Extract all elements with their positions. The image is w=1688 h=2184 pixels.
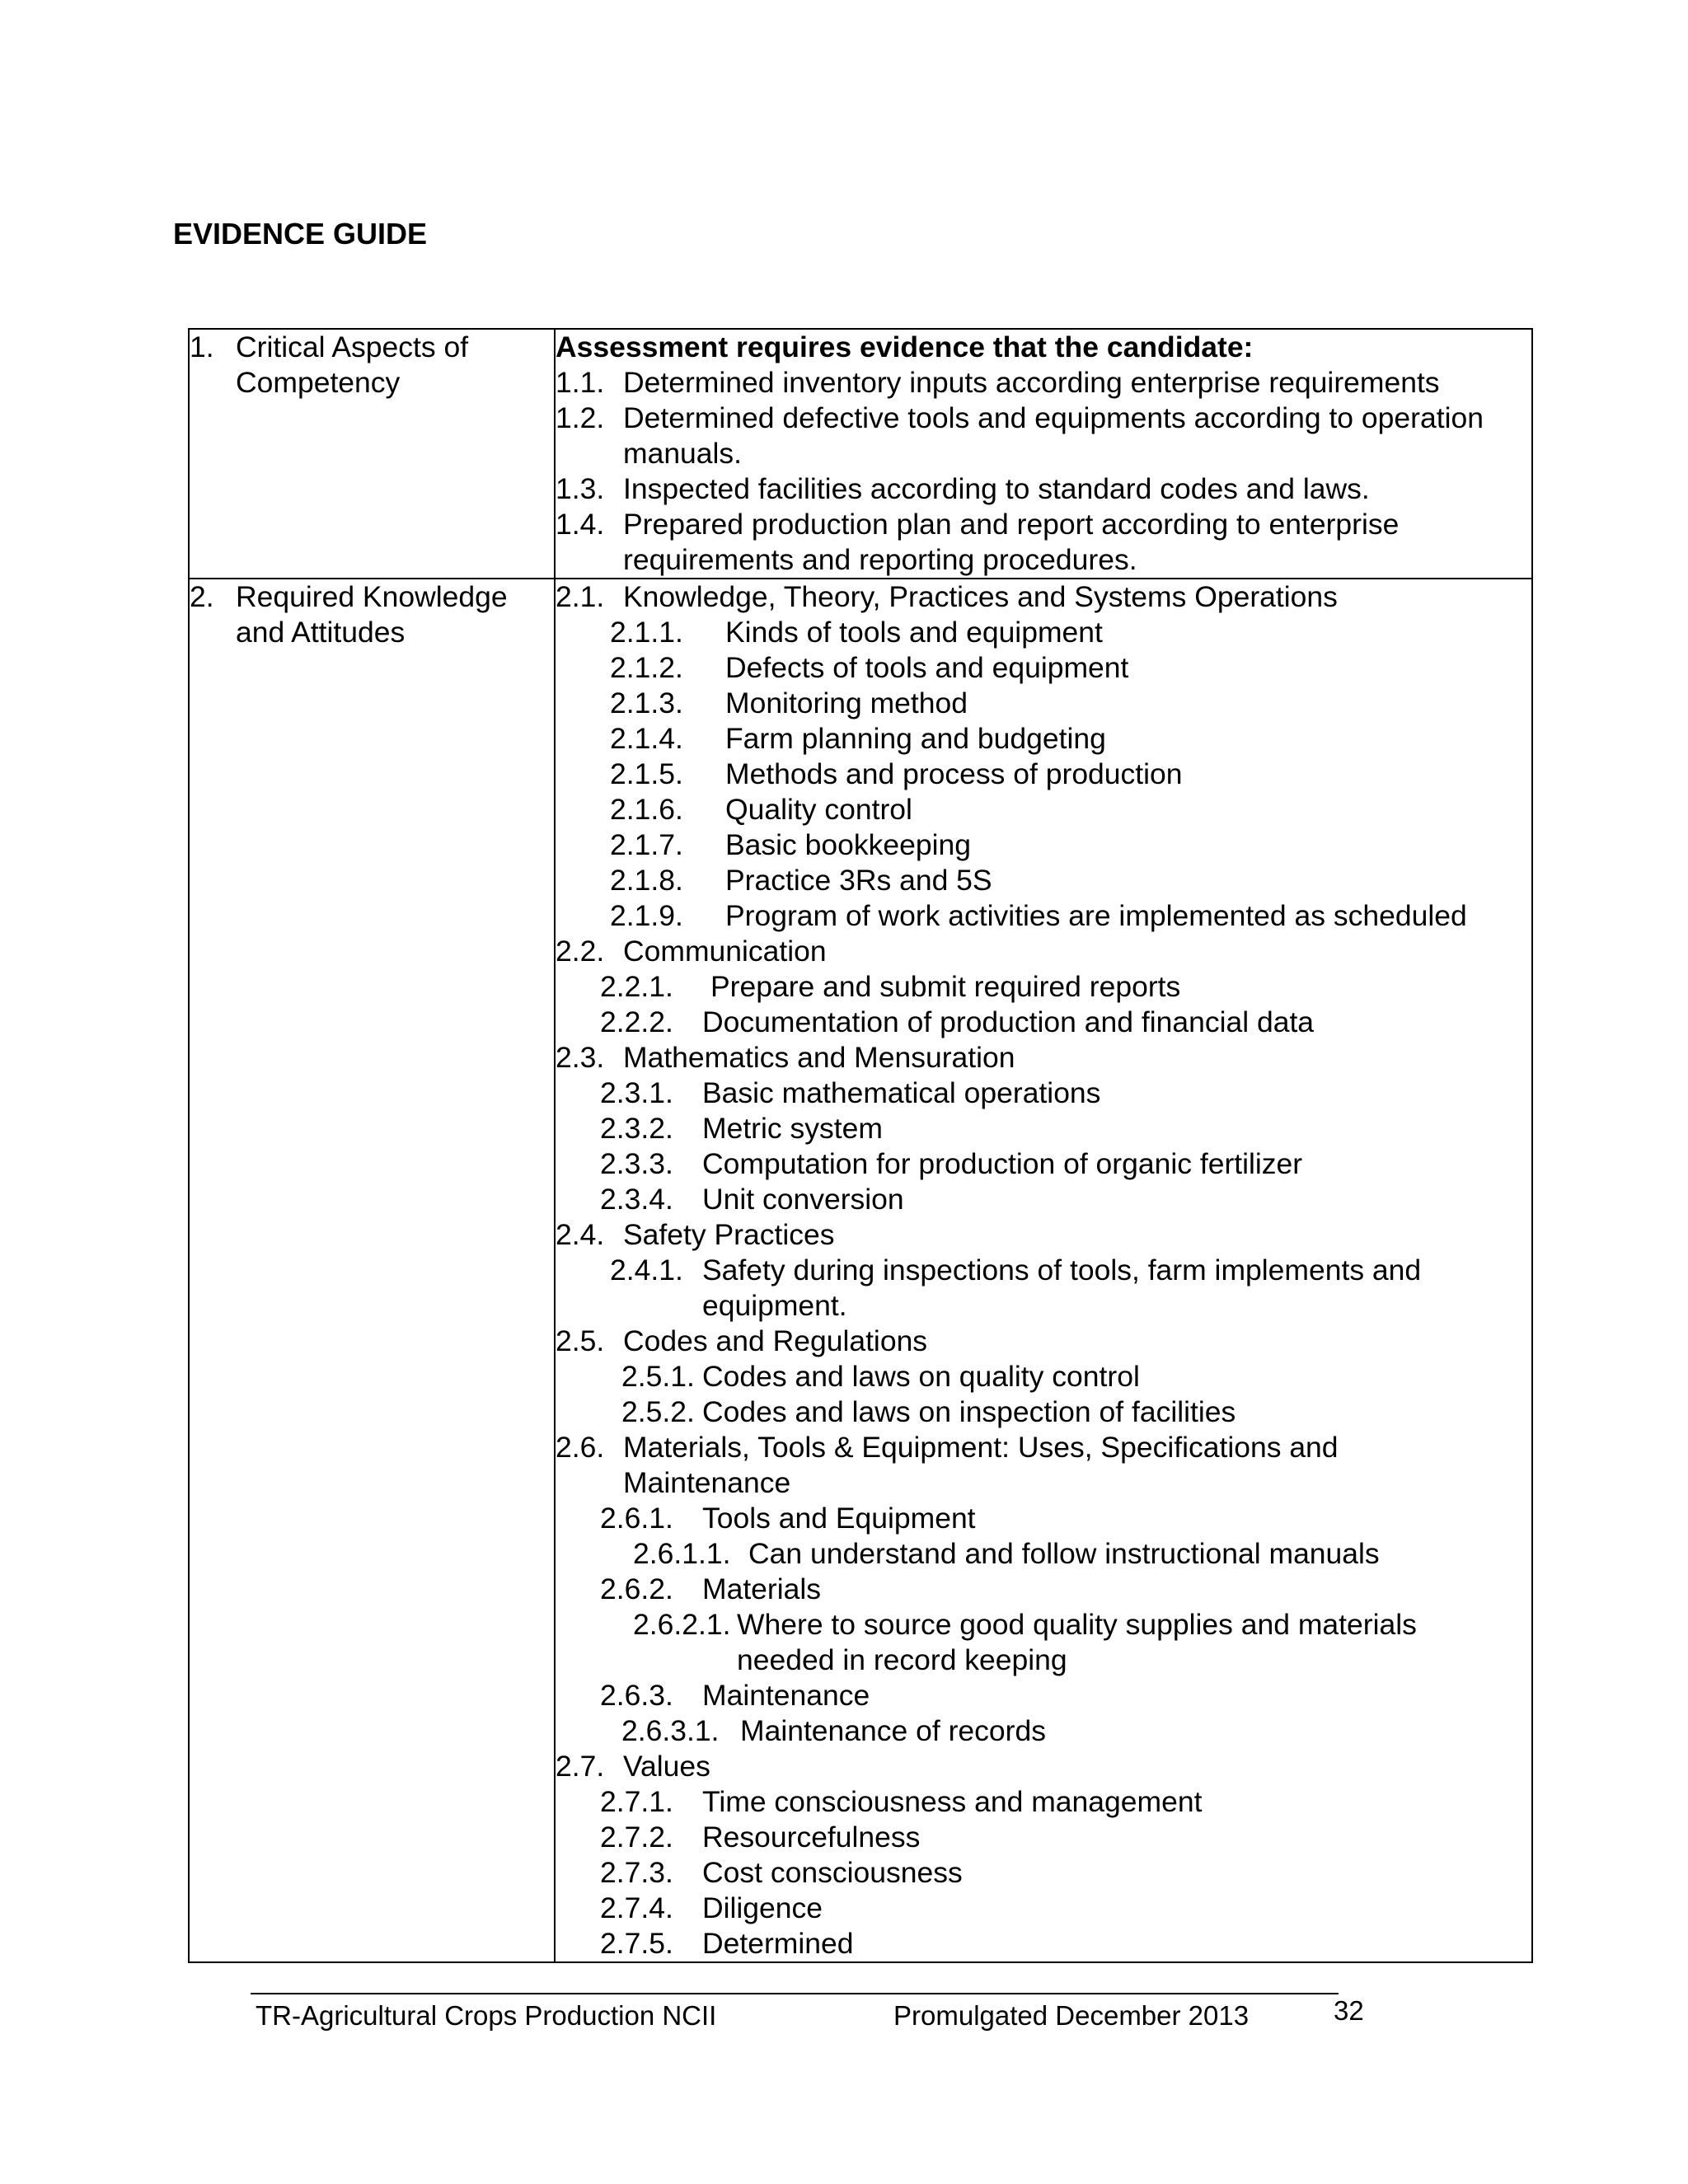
row-content-cell [555, 579, 1532, 1962]
list-item [556, 1678, 1531, 1713]
item-text: Communication [623, 935, 827, 968]
item-number: 2.6.1.1. [633, 1537, 731, 1570]
item-number: 2.7.4. [600, 1891, 673, 1924]
item-text: Where to source good quality supplies and materials needed in record keeping [737, 1608, 1417, 1676]
row-content-cell [555, 329, 1532, 579]
item-text: Tools and Equipment [702, 1502, 976, 1535]
item-text: Practice 3Rs and 5S [725, 864, 992, 897]
item-number: 2.2.2. [600, 1005, 673, 1038]
list-item [556, 1146, 1531, 1182]
item-number: 2.5. [556, 1324, 605, 1357]
list-item [556, 1891, 1531, 1926]
item-text: Can understand and follow instructional manuals [748, 1537, 1380, 1570]
item-text: Knowledge, Theory, Practices and Systems Operations [623, 580, 1338, 613]
list-item [556, 1713, 1531, 1749]
item-number: 2.4. [556, 1218, 605, 1251]
item-text: Basic bookkeeping [725, 828, 972, 861]
list-item [556, 863, 1531, 898]
list-item [556, 1536, 1531, 1572]
item-number: 2.3.2. [600, 1112, 673, 1145]
list-item [556, 507, 1531, 578]
item-text: Assessment requires evidence that the candidate: [556, 330, 1254, 363]
item-number: 2.1.2. [610, 651, 683, 684]
item-text: Unit conversion [702, 1183, 904, 1216]
list-item [556, 1005, 1531, 1040]
page-heading: EVIDENCE GUIDE [173, 217, 428, 251]
item-text: Basic mathematical operations [702, 1076, 1101, 1109]
item-number: 2.3. [556, 1041, 605, 1074]
list-item [556, 686, 1531, 721]
item-text: Materials [702, 1572, 822, 1605]
item-number: 2.6. [556, 1431, 605, 1464]
item-number: 2.7.2. [600, 1821, 673, 1854]
row-number: 2. [190, 580, 214, 613]
item-number: 2.2.1. [600, 970, 673, 1003]
row-label-cell [189, 579, 555, 1962]
item-text: Metric system [702, 1112, 883, 1145]
item-number: 1.4. [556, 508, 605, 541]
item-number: 2.4.1. [610, 1254, 683, 1286]
footer-document-title: TR-Agricultural Crops Production NCII [256, 2000, 717, 2031]
item-number: 2.3.3. [600, 1147, 673, 1180]
list-item [556, 1040, 1531, 1076]
table-row [189, 329, 1532, 579]
item-number: 2.7.3. [600, 1856, 673, 1889]
list-item [556, 1926, 1531, 1961]
item-number: 1.2. [556, 401, 605, 434]
list-item [556, 969, 1531, 1005]
item-text: Prepare and submit required reports [710, 970, 1181, 1003]
list-item [556, 579, 1531, 615]
item-number: 2.1. [556, 580, 605, 613]
row-number: 1. [190, 330, 214, 363]
list-item [556, 1820, 1531, 1855]
item-text: Materials, Tools & Equipment: Uses, Specifications and Maintenance [623, 1431, 1339, 1499]
item-text: Values [623, 1750, 710, 1783]
item-text: Maintenance [702, 1679, 870, 1712]
page-number: 32 [1334, 1995, 1364, 2026]
item-text: Determined inventory inputs according enterprise requirements [623, 366, 1440, 399]
list-item [556, 757, 1531, 792]
list-item [556, 827, 1531, 863]
item-text: Kinds of tools and equipment [725, 616, 1103, 649]
table-row [189, 579, 1532, 1962]
item-text: Quality control [725, 793, 912, 826]
item-number: 2.6.2. [600, 1572, 673, 1605]
list-item [556, 1430, 1531, 1501]
item-text: Prepared production plan and report according to enterprise requirements and reporting procedures. [623, 508, 1400, 576]
item-number: 2.6.1. [600, 1502, 673, 1535]
list-item [556, 1111, 1531, 1146]
list-item [556, 1182, 1531, 1217]
item-number: 2.6.3.1. [621, 1714, 720, 1747]
item-text: Methods and process of production [725, 757, 1183, 790]
item-number: 2.6.3. [600, 1679, 673, 1712]
list-item [556, 1855, 1531, 1891]
item-number: 2.1.7. [610, 828, 683, 861]
footer-promulgated: Promulgated December 2013 [893, 2000, 1250, 2031]
item-text: Safety Practices [623, 1218, 835, 1251]
list-item [556, 365, 1531, 401]
item-number: 2.5.1. [621, 1360, 695, 1393]
item-text: Determined defective tools and equipments according to operation manuals. [623, 401, 1484, 470]
list-item [556, 1217, 1531, 1253]
list-item [556, 1784, 1531, 1820]
list-item [556, 1253, 1531, 1324]
item-text: Program of work activities are implemented as scheduled [725, 899, 1467, 932]
list-item [556, 1749, 1531, 1784]
list-item [556, 650, 1531, 686]
item-text: Inspected facilities according to standard codes and laws. [623, 472, 1370, 505]
list-item [556, 1572, 1531, 1607]
item-number: 2.7.1. [600, 1785, 673, 1818]
item-text: Mathematics and Mensuration [623, 1041, 1015, 1074]
item-number: 1.3. [556, 472, 605, 505]
item-number: 2.6.2.1. [633, 1608, 731, 1641]
item-text: Cost consciousness [702, 1856, 963, 1889]
item-number: 2.2. [556, 935, 605, 968]
item-number: 1.1. [556, 366, 605, 399]
item-number: 2.1.9. [610, 899, 683, 932]
item-number: 2.7.5. [600, 1927, 673, 1960]
item-text: Time consciousness and management [702, 1785, 1203, 1818]
item-text: Monitoring method [725, 687, 968, 719]
item-text: Maintenance of records [740, 1714, 1046, 1747]
item-text: Defects of tools and equipment [725, 651, 1129, 684]
row-label: Required Knowledge and Attitudes [236, 580, 508, 649]
item-number: 2.1.8. [610, 864, 683, 897]
item-number: 2.1.4. [610, 722, 683, 755]
row-label: Critical Aspects of Competency [236, 330, 469, 399]
item-text: Codes and laws on inspection of facilities [702, 1395, 1236, 1428]
item-text: Codes and Regulations [623, 1324, 928, 1357]
item-number: 2.1.1. [610, 616, 683, 649]
list-item [556, 1359, 1531, 1394]
footer-divider [251, 1993, 1339, 1994]
list-item [556, 1394, 1531, 1430]
item-number: 2.7. [556, 1750, 605, 1783]
assessment-intro [556, 330, 1531, 365]
item-number: 2.1.5. [610, 757, 683, 790]
item-text: Farm planning and budgeting [725, 722, 1106, 755]
item-number: 2.3.1. [600, 1076, 673, 1109]
item-text: Computation for production of organic fertilizer [702, 1147, 1303, 1180]
item-text: Codes and laws on quality control [702, 1360, 1140, 1393]
list-item [556, 934, 1531, 969]
list-item [556, 721, 1531, 757]
item-text: Safety during inspections of tools, farm implements and equipment. [702, 1254, 1422, 1322]
list-item [556, 792, 1531, 827]
item-number: 2.1.3. [610, 687, 683, 719]
list-item [556, 615, 1531, 650]
item-number: 2.5.2. [621, 1395, 695, 1428]
list-item [556, 401, 1531, 471]
list-item [556, 1076, 1531, 1111]
list-item [556, 898, 1531, 934]
list-item [556, 1324, 1531, 1359]
list-item [556, 471, 1531, 507]
item-number: 2.3.4. [600, 1183, 673, 1216]
evidence-guide-table [188, 328, 1533, 1963]
item-text: Determined [702, 1927, 854, 1960]
item-text: Resourcefulness [702, 1821, 921, 1854]
item-text: Documentation of production and financial data [702, 1005, 1315, 1038]
item-text: Diligence [702, 1891, 823, 1924]
list-item [556, 1607, 1531, 1678]
item-number: 2.1.6. [610, 793, 683, 826]
list-item [556, 1501, 1531, 1536]
row-label-cell [189, 329, 555, 579]
